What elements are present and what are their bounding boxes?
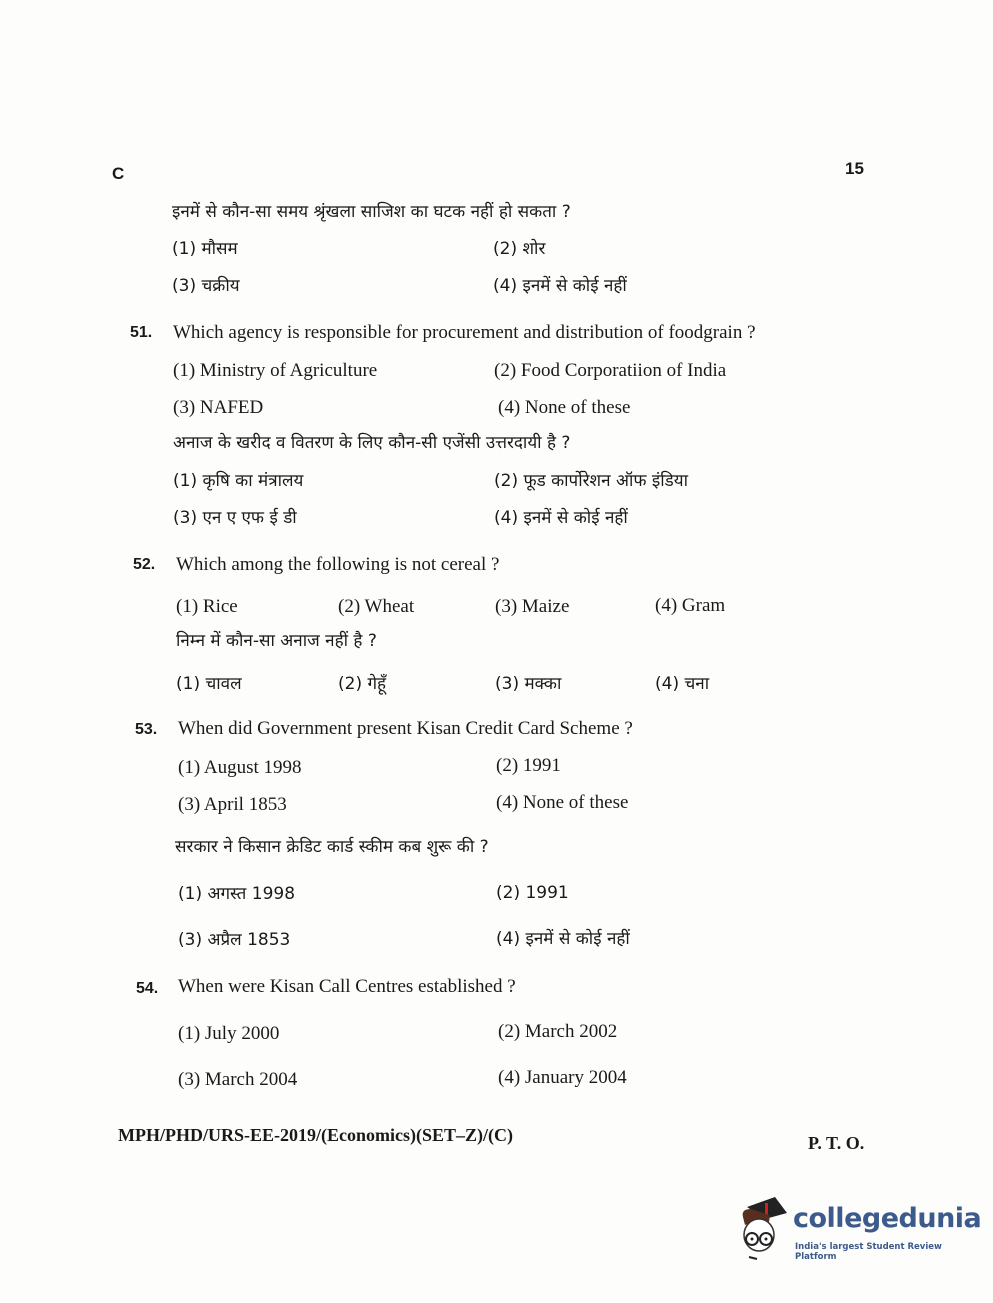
q51-hindi-option-1: (1) कृषि का मंत्रालय bbox=[173, 471, 304, 491]
q54-option-4: (4) January 2004 bbox=[498, 1067, 627, 1088]
brand-name: collegedunia bbox=[793, 1203, 982, 1234]
q50-hindi-question: इनमें से कौन-सा समय श्रृंखला साजिश का घटक नहीं हो सकता ? bbox=[172, 202, 571, 222]
q53-option-4: (4) None of these bbox=[496, 792, 629, 813]
q53-hindi-question: सरकार ने किसान क्रेडिट कार्ड स्कीम कब शुरू की ? bbox=[175, 837, 489, 857]
q54-number: 54. bbox=[136, 980, 159, 997]
q54-option-3: (3) March 2004 bbox=[178, 1069, 298, 1090]
set-letter: C bbox=[112, 164, 125, 183]
q53-hindi-option-1: (1) अगस्त 1998 bbox=[178, 884, 296, 904]
q50-option-4: (4) इनमें से कोई नहीं bbox=[493, 276, 627, 296]
q51-option-3: (3) NAFED bbox=[173, 397, 264, 418]
q53-option-2: (2) 1991 bbox=[496, 755, 561, 776]
q52-hindi-question: निम्न में कौन-सा अनाज नहीं है ? bbox=[176, 631, 377, 651]
q52-hindi-option-1: (1) चावल bbox=[176, 674, 242, 694]
brand-tagline: India's largest Student Review Platform bbox=[795, 1242, 942, 1262]
q53-option-1: (1) August 1998 bbox=[178, 757, 302, 778]
q52-option-2: (2) Wheat bbox=[338, 596, 415, 617]
q51-hindi-option-3: (3) एन ए एफ ई डी bbox=[173, 508, 297, 528]
q52-number: 52. bbox=[133, 556, 156, 573]
q51-question: Which agency is responsible for procurement and distribution of foodgrain ? bbox=[173, 322, 756, 343]
q51-option-1: (1) Ministry of Agriculture bbox=[173, 360, 378, 381]
q54-option-1: (1) July 2000 bbox=[178, 1023, 280, 1044]
q52-option-1: (1) Rice bbox=[176, 596, 238, 617]
q52-option-4: (4) Gram bbox=[655, 595, 726, 616]
q52-option-3: (3) Maize bbox=[495, 596, 570, 617]
q53-hindi-option-2: (2) 1991 bbox=[496, 883, 569, 903]
q50-option-1: (1) मौसम bbox=[172, 239, 238, 259]
q51-hindi-option-2: (2) फूड कार्पोरेशन ऑफ इंडिया bbox=[494, 471, 688, 491]
q53-hindi-option-4: (4) इनमें से कोई नहीं bbox=[496, 929, 630, 949]
q54-question: When were Kisan Call Centres established ? bbox=[178, 976, 516, 997]
q51-number: 51. bbox=[130, 324, 153, 341]
q51-option-2: (2) Food Corporatiion of India bbox=[494, 360, 727, 381]
q51-hindi-option-4: (4) इनमें से कोई नहीं bbox=[494, 508, 628, 528]
collegedunia-logo bbox=[735, 1195, 982, 1265]
q52-hindi-option-3: (3) मक्का bbox=[495, 674, 562, 694]
q53-hindi-option-3: (3) अप्रैल 1853 bbox=[178, 930, 291, 950]
q52-question: Which among the following is not cereal ? bbox=[176, 554, 500, 575]
q52-hindi-option-4: (4) चना bbox=[655, 674, 710, 694]
q54-option-2: (2) March 2002 bbox=[498, 1021, 618, 1042]
mascot-icon bbox=[735, 1195, 791, 1261]
q52-hindi-option-2: (2) गेहूँ bbox=[338, 674, 387, 694]
q53-number: 53. bbox=[135, 721, 158, 738]
pto-label: P. T. O. bbox=[808, 1133, 865, 1153]
q50-option-3: (3) चक्रीय bbox=[172, 276, 240, 296]
q51-option-4: (4) None of these bbox=[498, 397, 631, 418]
q53-question: When did Government present Kisan Credit Card Scheme ? bbox=[178, 718, 633, 739]
q50-option-2: (2) शोर bbox=[493, 239, 546, 259]
q51-hindi-question: अनाज के खरीद व वितरण के लिए कौन-सी एजेंसी उत्तरदायी है ? bbox=[173, 433, 571, 453]
q53-option-3: (3) April 1853 bbox=[178, 794, 287, 815]
exam-code: MPH/PHD/URS-EE-2019/(Economics)(SET–Z)/(C) bbox=[118, 1125, 513, 1145]
page-number: 15 bbox=[845, 159, 864, 178]
